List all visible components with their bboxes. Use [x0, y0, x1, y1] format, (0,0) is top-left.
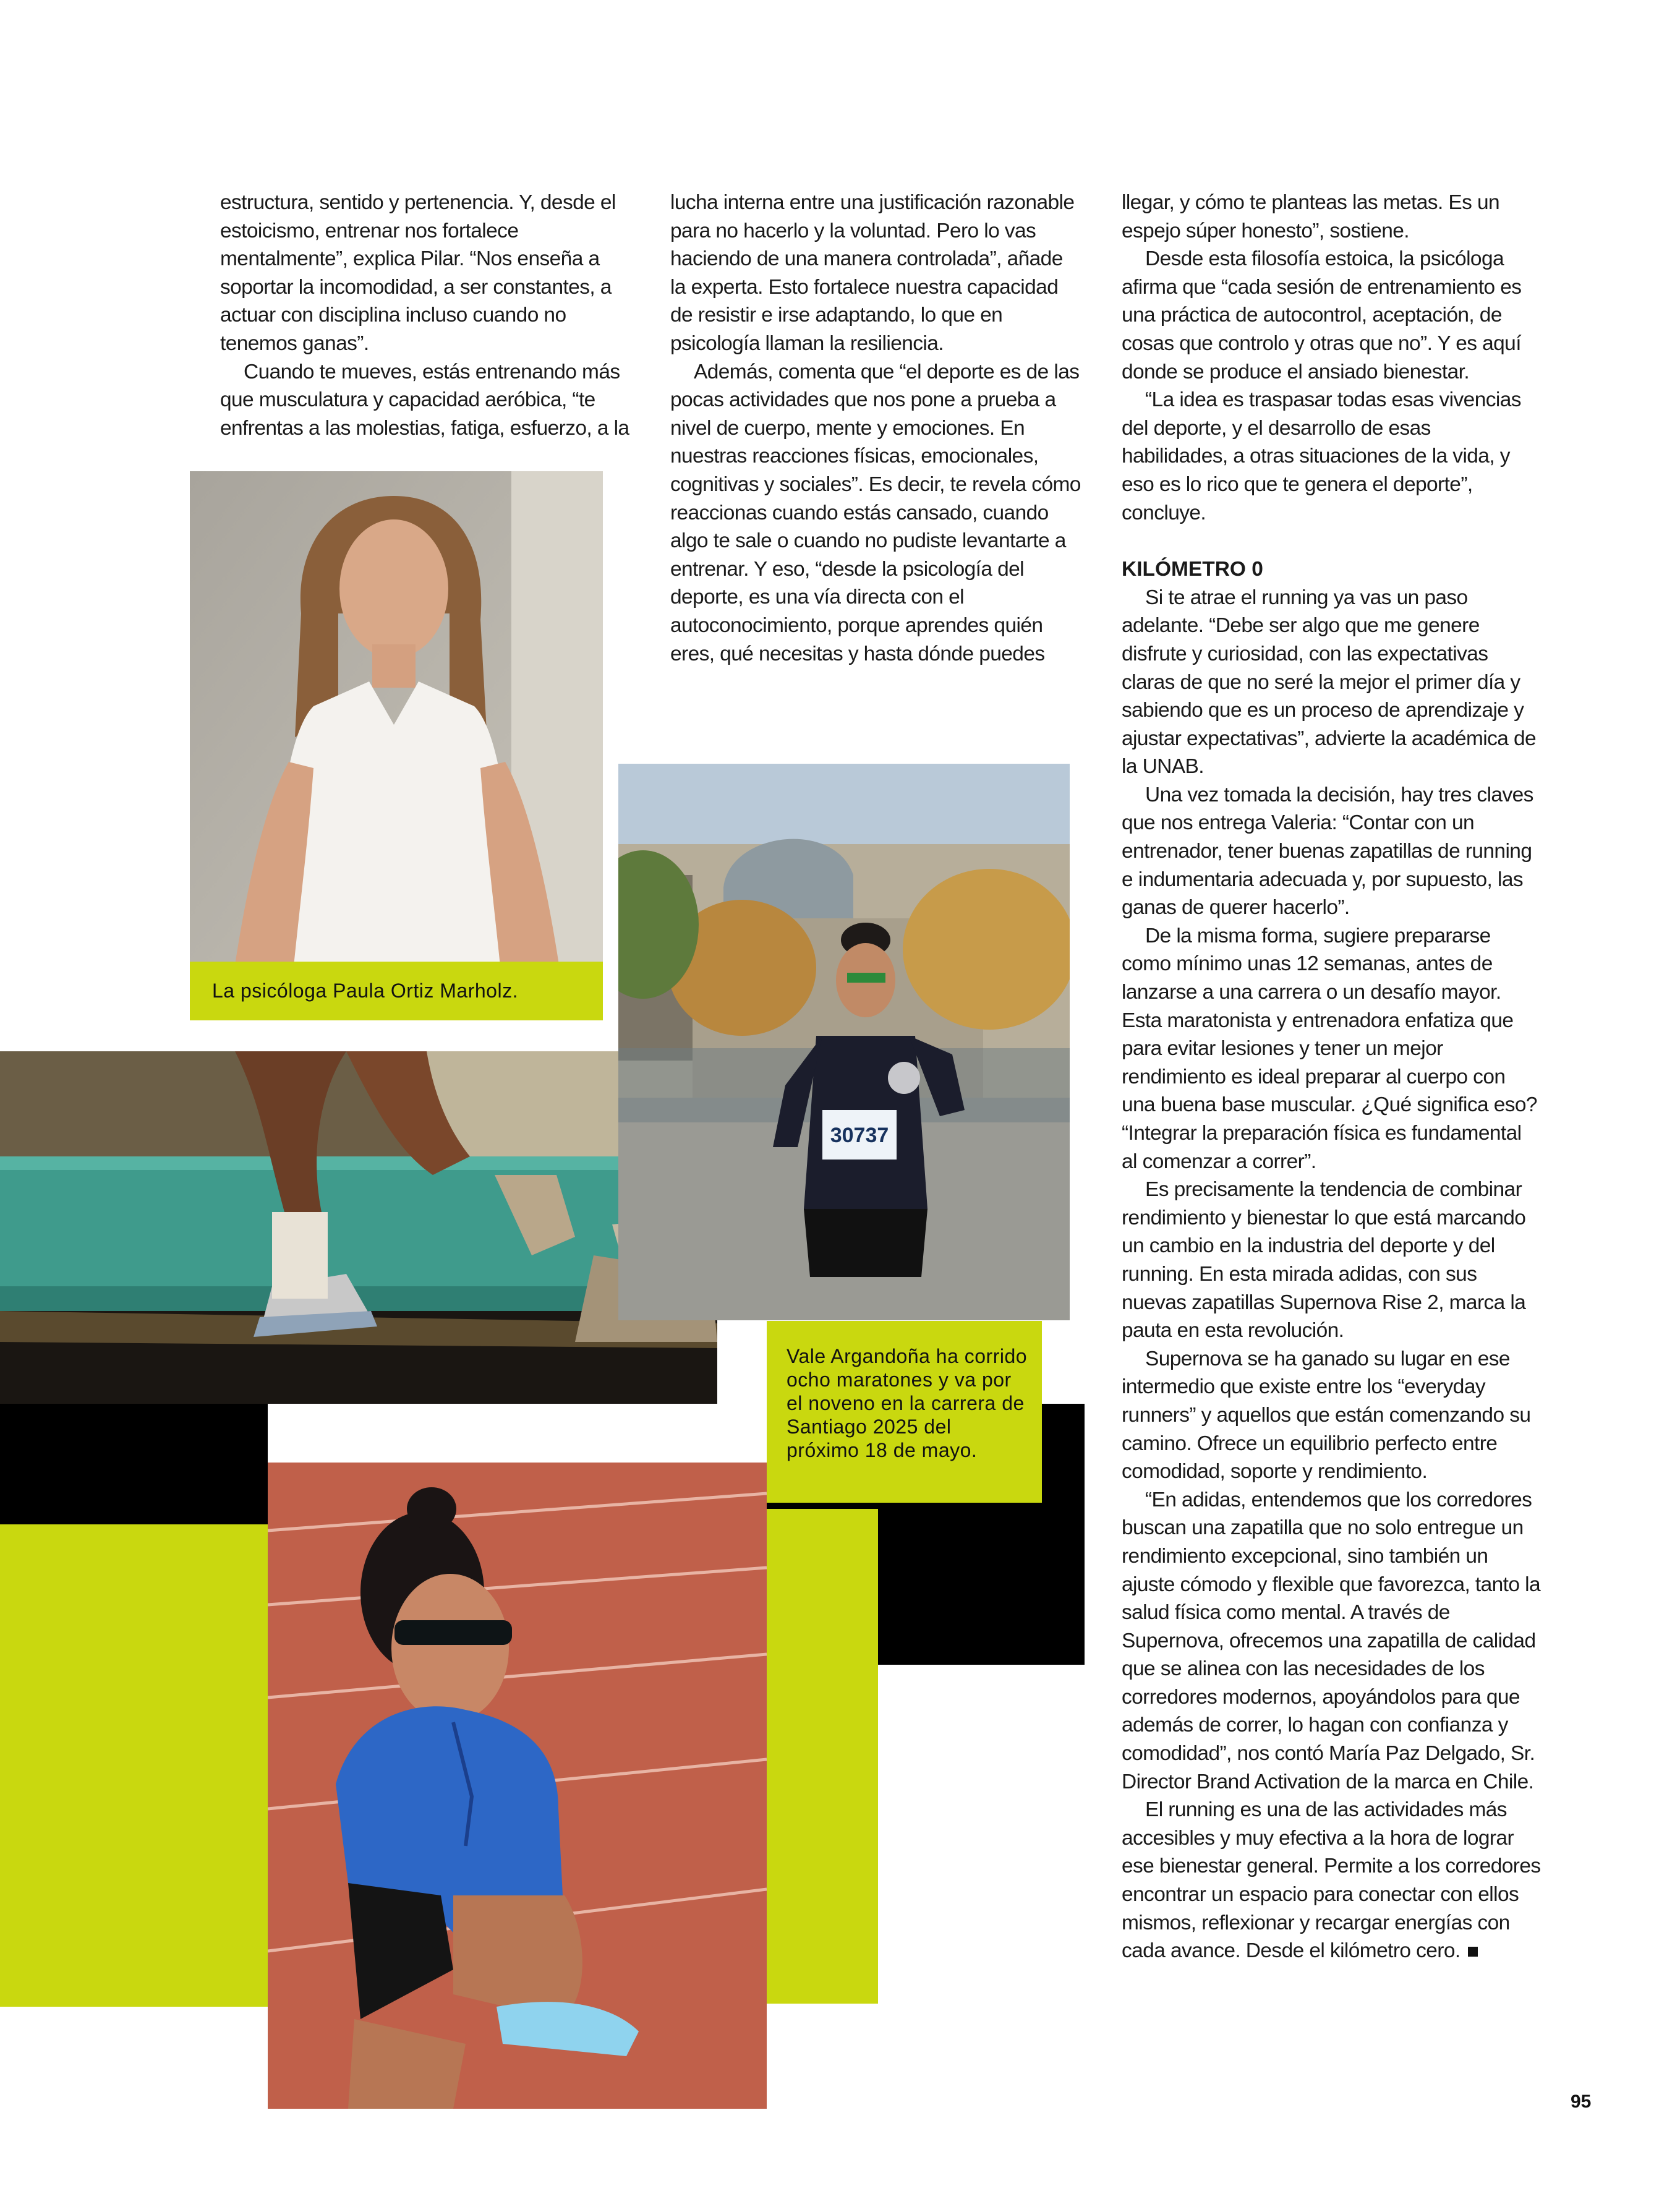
paragraph: “En adidas, entendemos que los corredores buscan una zapatilla que no solo entregue un rendimiento excepcional, sino también un ajuste cómodo y flexible que favorezca, tanto la salud física como mental. A través de Supernova, ofrecemos una zapatilla de calidad que se alinea con las necesidades de los corredores modernos, apoyándolos para que además de correr, lo hagan con confianza y comodidad”, nos contó María Paz Delgado, Sr. Director Brand Activation de la marca en Chile.	[1122, 1488, 1540, 1793]
psychologist-portrait	[190, 471, 603, 1020]
paragraph: Desde esta filosofía estoica, la psicóloga afirma que “cada sesión de entrenamiento es una práctica de autocontrol, aceptación, de cosas que controlo y otras que no”. Y es aquí donde se produce el ansiado bienestar.	[1122, 247, 1522, 383]
marathoner-scene	[618, 764, 1070, 1320]
paragraph: lucha interna entre una justificación razonable para no hacerlo y la voluntad. Pero lo vas haciendo de una manera controlada”, añade la experta. Esto fortalece nuestra capacidad de resistir e irse adaptando, lo que en psicología llaman la resiliencia.	[670, 191, 1075, 355]
running-legs-illustration	[0, 1051, 717, 1404]
paragraph: Supernova se ha ganado su lugar en ese intermedio que existe entre los “everyday runners” y aquellos que están comenzando su camino. Ofrece un equilibrio perfecto entre comodidad, soporte y rendimiento.	[1122, 1347, 1531, 1484]
paragraph: llegar, y cómo te planteas las metas. Es un espejo súper honesto”, sostiene.	[1122, 191, 1500, 242]
text-column-3	[1122, 189, 1542, 1965]
section-heading: KILÓMETRO 0	[1122, 558, 1263, 581]
psychologist-caption-box	[190, 962, 603, 1020]
psychologist-caption: La psicóloga Paula Ortiz Marholz.	[212, 980, 518, 1002]
marathoner-caption: Vale Argandoña ha corrido ocho maratones y va por el noveno en la carrera de Santiago 2025 del próximo 18 de mayo.	[787, 1345, 1028, 1461]
race-bib-number: 30737	[830, 1124, 889, 1147]
kneeling-runner-scene	[268, 1463, 767, 2109]
accent-block-left	[0, 1524, 268, 2007]
marathoner-photo	[618, 764, 1070, 1320]
kneeling-runner-photo	[268, 1463, 767, 2109]
paragraph: Una vez tomada la decisión, hay tres claves que nos entrega Valeria: “Contar con un entrenador, tener buenas zapatillas de running e indumentaria adecuada y, por supuesto, las ganas de querer hacerlo”.	[1122, 783, 1533, 920]
paragraph: Es precisamente la tendencia de combinar rendimiento y bienestar lo que está marcando un cambio en la industria del deporte y del running. En esta mirada adidas, con sus nuevas zapatillas Supernova Rise 2, marca la pauta en esta revolución.	[1122, 1178, 1526, 1343]
paragraph: estructura, sentido y pertenencia. Y, desde el estoicismo, entrenar nos fortalece mentalmente”, explica Pilar. “Nos enseña a soportar la incomodidad, a ser constantes, a actuar con disciplina incluso cuando no tenemos ganas”.	[220, 191, 616, 355]
closing-sentence: El running es una de las actividades más accesibles y muy efectiva a la hora de lograr ese bienestar general. Permite a los corredores encontrar un espacio para conectar con ellos mismos, reflexionar y recargar energías con cada avance. Desde el kilómetro cero.	[1122, 1798, 1541, 1963]
paragraph: Cuando te mueves, estás entrenando más que musculatura y capacidad aeróbica, “te enfrentas a las molestias, fatiga, esfuerzo, a la	[220, 360, 629, 440]
paragraph: Además, comenta que “el deporte es de las pocas actividades que nos pone a prueba a nivel de cuerpo, mente y emociones. En nuestras reacciones físicas, emocionales, cognitivas y sociales”. Es decir, te revela cómo reaccionas cuando estás cansado, cuando algo te sale o cuando no pudiste levantarte a entrenar. Y eso, “desde la psicología del deporte, es una vía directa con el autoconocimiento, porque aprendes quién eres, qué necesitas y hasta dónde puedes	[670, 360, 1081, 665]
paragraph: Si te atrae el running ya vas un paso adelante. “Debe ser algo que me genere disfrute y curiosidad, con las expectativas claras de que no seré la mejor el primer día y sabiendo que es un proceso de aprendizaje y ajustar expectativas”, advierte la académica de la UNAB.	[1122, 586, 1537, 779]
marathoner-caption-box	[767, 1321, 1042, 1503]
accent-block-center	[764, 1509, 878, 2004]
paragraph	[1122, 1796, 1542, 1965]
end-of-article-mark	[1468, 1947, 1478, 1957]
text-column-1	[220, 189, 633, 442]
dark-block-left	[0, 1391, 268, 1524]
paragraph: “La idea es traspasar todas esas vivencias del deporte, y el desarrollo de esas habilidades, a otras situaciones de la vida, y eso es lo rico que te genera el deporte”, concluye.	[1122, 388, 1521, 524]
psychologist-photo	[190, 471, 603, 1020]
paragraph: De la misma forma, sugiere prepararse como mínimo unas 12 semanas, antes de lanzarse a una carrera o un desafío mayor. Esta maratonista y entrenadora enfatiza que para evitar lesiones y tener un mejor rendimiento es ideal preparar al cuerpo con una buena base muscular. ¿Qué significa eso? “Integrar la preparación física es fundamental al comenzar a correr”.	[1122, 924, 1537, 1173]
running-legs-photo	[0, 1051, 717, 1404]
text-column-2	[670, 189, 1083, 668]
page-number: 95	[1571, 2091, 1592, 2112]
